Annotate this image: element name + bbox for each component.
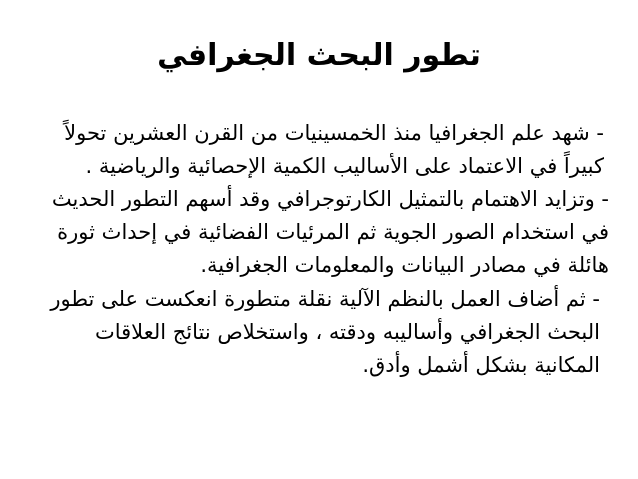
paragraph-1-line-2: كبيراً في الاعتماد على الأساليب الكمية الإحصائية والرياضية . (85, 154, 604, 178)
paragraph-1 (64, 117, 604, 183)
paragraph-2 (52, 183, 609, 282)
paragraph-1-line-1: - شهد علم الجغرافيا منذ الخمسينيات من القرن العشرين تحولاً (64, 121, 604, 145)
paragraph-2-line-3: هائلة في مصادر البيانات والمعلومات الجغرافية. (200, 253, 609, 277)
paragraph-3-line-3: المكانية بشكل أشمل وأدق. (362, 353, 600, 377)
slide-title: تطور البحث الجغرافي (157, 38, 481, 73)
paragraph-3-line-2: البحث الجغرافي وأساليبه ودقته ، واستخلاص نتائج العلاقات (94, 320, 600, 344)
paragraph-3-line-1: - ثم أضاف العمل بالنظم الآلية نقلة متطورة انعكست على تطور (50, 287, 600, 311)
paragraph-3 (50, 283, 600, 382)
paragraph-2-line-2: في استخدام الصور الجوية ثم المرئيات الفضائية في إحداث ثورة (57, 220, 609, 244)
paragraph-2-line-1: - وتزايد الاهتمام بالتمثيل الكارتوجرافي وقد أسهم التطور الحديث (51, 187, 609, 211)
